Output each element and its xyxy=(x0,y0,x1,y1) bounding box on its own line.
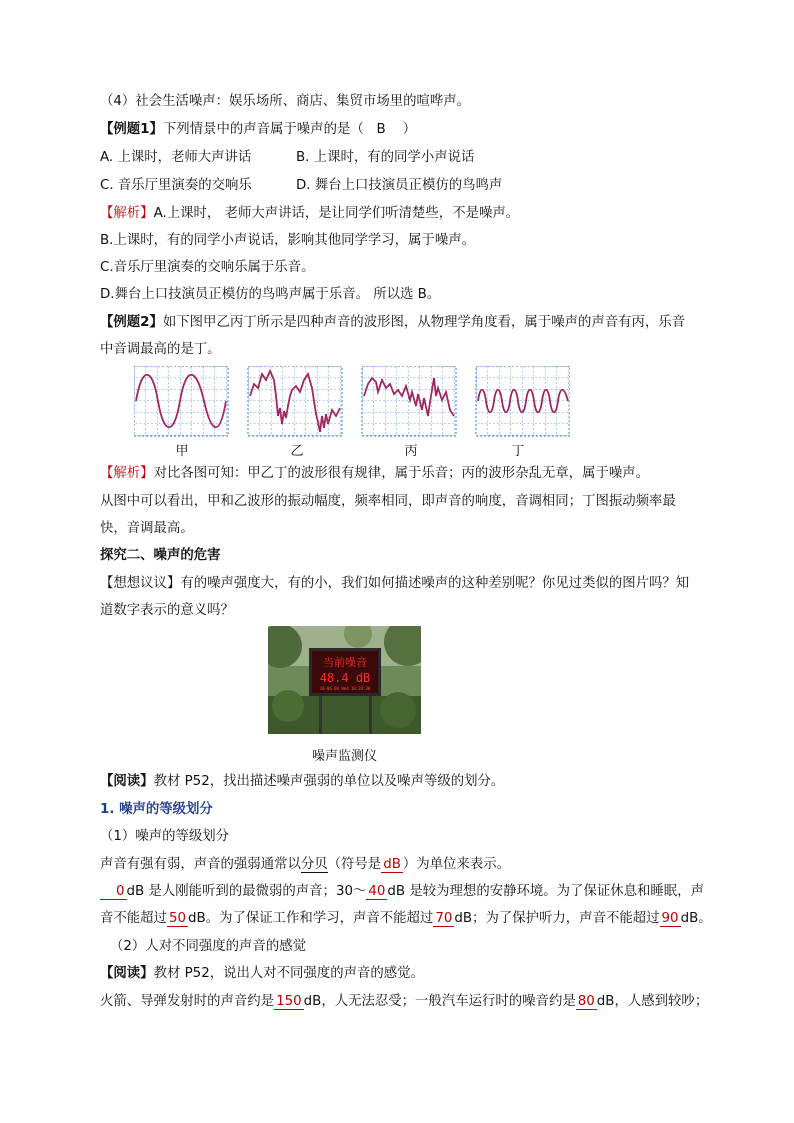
option-c: C. 音乐厅里演奏的交响乐 xyxy=(100,178,252,193)
example2-tag: 【例题2】 xyxy=(100,315,163,330)
discuss-tag: 【想想议议】 xyxy=(100,576,181,591)
caption-ding: 丁 xyxy=(511,444,525,459)
fill-0: 0 xyxy=(100,884,127,900)
waveform-ding xyxy=(476,366,570,436)
noise-monitor-photo xyxy=(268,626,421,734)
waveform-figure xyxy=(134,366,570,438)
fill-150: 150 xyxy=(276,994,302,1009)
photo-caption: 噪声监测仪 xyxy=(311,749,377,764)
heading-noise-level: 1. 噪声的等级划分 xyxy=(100,802,213,817)
discuss-text: 有的噪声强度大，有的小，我们如何描述噪声的这种差别呢？你见过类似的图片吗？知 xyxy=(180,576,690,591)
discuss-line-1 xyxy=(100,574,689,594)
example1-text: 下列情景中的声音属于噪声的是（ xyxy=(162,122,364,137)
example2-question-2: 中音调最高的是丁。 xyxy=(100,342,221,357)
text: dB。为了保证工作和学习，声音不能超过 xyxy=(188,911,434,926)
option-a: A. 上课时，老师大声讲话 xyxy=(100,150,252,165)
text: 音不能超过 xyxy=(100,911,167,926)
level-line-2 xyxy=(100,909,712,929)
sub-heading-2: （2）人对不同强度的声音的感觉 xyxy=(110,939,306,954)
read-text: 教材 P52，说出人对不同强度的声音的感觉。 xyxy=(153,966,424,981)
analysis-text: A.上课时， 老师大声讲话，是让同学们听清楚些，不是噪声。 xyxy=(153,206,520,221)
caption-yi: 乙 xyxy=(290,444,304,459)
analysis-tag: 【解析】 xyxy=(100,206,154,221)
sign-value: 48.4 dB xyxy=(319,671,371,685)
text: 声音有强有弱，声音的强弱通常以 xyxy=(100,857,301,872)
option-d: D. 舞台上口技演员正模仿的鸟鸣声 xyxy=(296,178,503,193)
fill-80: 80 xyxy=(577,994,595,1009)
fill-50: 50 xyxy=(168,911,186,926)
waveform-jia xyxy=(134,366,228,436)
caption-bing: 丙 xyxy=(404,444,418,459)
example2-analysis-1 xyxy=(100,464,649,484)
analysis-text: 对比各图可知：甲乙丁的波形很有规律，属于乐音；丙的波形杂乱无章，属于噪声。 xyxy=(153,466,650,481)
read-tag: 【阅读】 xyxy=(100,966,154,981)
level-line-1 xyxy=(100,882,704,902)
example2-analysis-3: 快，音调最高。 xyxy=(100,521,194,536)
unit-line xyxy=(100,855,510,875)
fill-db-symbol: dB xyxy=(383,857,401,872)
text: （符号是 xyxy=(327,857,382,872)
sign-datetime: 10-06-08 Wed 10:34:30 xyxy=(319,686,371,691)
example2-text: 如下图甲乙丙丁所示是四种声音的波形图，从物理学角度看，属于噪声的声音有丙，乐音 xyxy=(162,315,686,330)
fill-decibel: 分贝 xyxy=(300,857,328,872)
option-b: B. 上课时，有的同学小声说话 xyxy=(296,150,475,165)
example1-analysis-4: D.舞台上口技演员正模仿的鸟鸣声属于乐音。 所以选 B。 xyxy=(100,287,441,302)
sign-title: 当前噪音 xyxy=(323,656,367,669)
fill-90: 90 xyxy=(661,911,679,926)
sub-heading-1: （1）噪声的等级划分 xyxy=(100,829,230,844)
text: dB。 xyxy=(680,911,712,926)
text: dB 是人刚能听到的最微弱的声音；30～ xyxy=(126,884,367,899)
social-noise-line: （4）社会生活噪声：娱乐场所、商店、集贸市场里的喧哗声。 xyxy=(100,94,471,109)
analysis-tag: 【解析】 xyxy=(100,466,154,481)
feeling-line xyxy=(100,992,708,1012)
example2-analysis-2: 从图中可以看出，甲和乙波形的振动幅度，频率相同，即声音的响度，音调相同；丁图振动频率最 xyxy=(100,494,676,509)
text: dB，人无法忍受；一般汽车运行时的噪音约是 xyxy=(303,994,576,1009)
example1-close: ） xyxy=(402,122,417,137)
example1-tag: 【例题1】 xyxy=(100,122,163,137)
caption-jia: 甲 xyxy=(175,444,189,459)
example1-question xyxy=(100,120,416,140)
text: ）为单位来表示。 xyxy=(402,857,511,872)
section2-title: 探究二、噪声的危害 xyxy=(100,548,221,563)
example1-analysis-1 xyxy=(100,204,519,224)
example1-answer: B xyxy=(376,122,386,137)
text: dB，人感到较吵； xyxy=(596,994,709,1009)
read-1-line xyxy=(100,772,504,792)
read-text: 教材 P52，找出描述噪声强弱的单位以及噪声等级的划分。 xyxy=(153,774,505,789)
discuss-line-2: 道数字表示的意义吗？ xyxy=(100,603,234,618)
text: 火箭、导弹发射时的声音约是 xyxy=(100,994,275,1009)
read-2-line xyxy=(100,964,424,984)
example1-analysis-3: C.音乐厅里演奏的交响乐属于乐音。 xyxy=(100,260,315,275)
text: dB；为了保护听力，声音不能超过 xyxy=(454,911,660,926)
example2-question-1 xyxy=(100,313,685,333)
read-tag: 【阅读】 xyxy=(100,774,154,789)
waveform-yi xyxy=(248,366,342,436)
example1-analysis-2: B.上课时，有的同学小声说话，影响其他同学学习，属于噪声。 xyxy=(100,233,475,248)
fill-70: 70 xyxy=(435,911,453,926)
waveform-bing xyxy=(362,366,456,436)
fill-40: 40 xyxy=(368,884,386,899)
text: dB 是较为理想的安静环境。为了保证休息和睡眠，声 xyxy=(387,884,704,899)
